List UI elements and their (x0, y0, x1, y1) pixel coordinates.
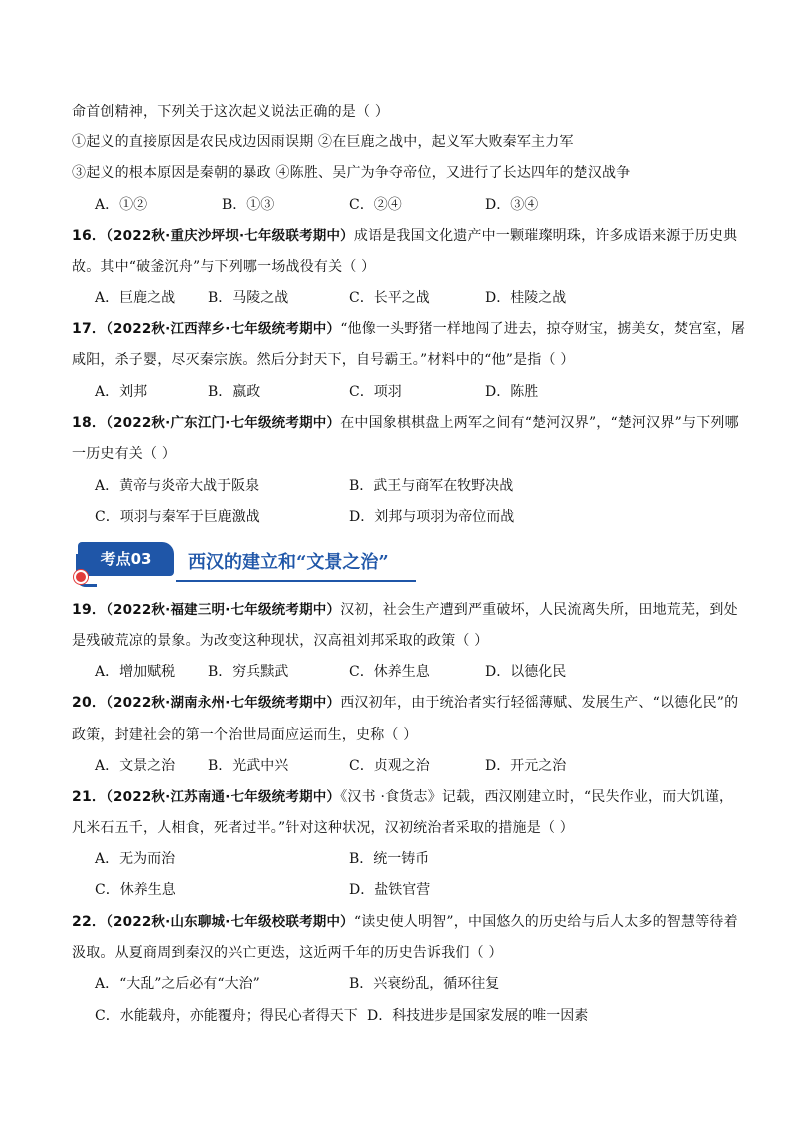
option-b: B．嬴政 (208, 384, 261, 400)
question-16 (72, 227, 737, 245)
option-c: C．项羽与秦军于巨鹿激战 (95, 509, 260, 525)
question-text: 凡米石五千，人相食，死者过半。”针对这种状况，汉初统治者采取的措施是（ ） (72, 820, 575, 836)
question-number: 19． (72, 602, 107, 618)
question-text: “读史使人明智”，中国悠久的历史给与后人太多的智慧等待着 (353, 914, 738, 930)
question-source: （2022秋·湖南永州·七年级统考期中） (106, 695, 341, 711)
option-a: A．“大乱”之后必有“大治” (95, 976, 260, 992)
question-source: （2022秋·重庆沙坪坝·七年级联考期中） (106, 228, 354, 244)
question-text: 政策，封建社会的第一个治世局面应运而生，史称（ ） (72, 727, 418, 743)
question-text: 是残破荒凉的景象。为改变这种现状，汉高祖刘邦采取的政策（ ） (72, 633, 489, 649)
option-b: B．穷兵黩武 (208, 664, 289, 680)
option-b: B．兴衰纷乱，循环往复 (349, 976, 500, 992)
option-d: D．以德化民 (485, 664, 567, 680)
section-header (76, 536, 416, 588)
option-c: C．项羽 (349, 384, 402, 400)
question-21 (72, 788, 733, 806)
option-a: A．增加赋税 (95, 664, 176, 680)
option-b: B．武王与商军在牧野决战 (349, 478, 514, 494)
option-d: D．③④ (485, 197, 539, 213)
statement-line: ③起义的根本原因是秦朝的暴政 ④陈胜、吴广为争夺帝位，又进行了长达四年的楚汉战争 (72, 165, 631, 181)
question-number: 21． (72, 789, 107, 805)
section-underline (176, 580, 416, 582)
question-17 (72, 320, 745, 338)
question-number: 18． (72, 415, 107, 431)
section-badge-label: 考点03 (100, 550, 152, 568)
question-text: 咸阳，杀子婴，尽灭秦宗族。然后分封天下，自号霸王。”材料中的“他”是指（ ） (72, 352, 575, 368)
option-c: C．休养生息 (95, 882, 176, 898)
question-text: 命首创精神，下列关于这次起义说法正确的是（ ） (72, 104, 390, 120)
option-a: A．刘邦 (95, 384, 148, 400)
option-a: A．文景之治 (95, 758, 176, 774)
section-badge (78, 542, 174, 576)
section-title: 西汉的建立和“文景之治” (188, 552, 389, 573)
question-number: 17． (72, 321, 107, 337)
question-source: （2022秋·江西萍乡·七年级统考期中） (106, 321, 341, 337)
option-d: D．科技进步是国家发展的唯一因素 (367, 1008, 589, 1024)
question-20 (72, 694, 738, 712)
option-a: A．①② (95, 197, 148, 213)
option-d: D．开元之治 (485, 758, 567, 774)
question-number: 20． (72, 695, 107, 711)
option-a: A．黄帝与炎帝大战于阪泉 (95, 478, 260, 494)
question-source: （2022秋·福建三明·七年级统考期中） (106, 602, 341, 618)
option-b: B．①③ (222, 197, 275, 213)
question-number: 16． (72, 228, 107, 244)
option-c: C．②④ (349, 197, 402, 213)
option-a: A．无为而治 (95, 851, 176, 867)
question-source: （2022秋·山东聊城·七年级校联考期中） (106, 914, 354, 930)
question-text: 在中国象棋棋盘上两军之间有“楚河汉界”，“楚河汉界”与下列哪 (340, 415, 739, 431)
question-22 (72, 913, 738, 931)
option-d: D．桂陵之战 (485, 290, 567, 306)
option-d: D．陈胜 (485, 384, 539, 400)
question-text: 故。其中“破釜沉舟”与下列哪一场战役有关（ ） (72, 259, 376, 275)
option-c: C．长平之战 (349, 290, 430, 306)
option-d: D．刘邦与项羽为帝位而战 (349, 509, 515, 525)
question-text: 汲取。从夏商周到秦汉的兴亡更迭，这近两千年的历史告诉我们（ ） (72, 945, 503, 961)
question-source: （2022秋·江苏南通·七年级统考期中） (106, 789, 341, 805)
question-19 (72, 601, 738, 619)
question-text: 西汉初年，由于统治者实行轻徭薄赋、发展生产、“以德化民”的 (340, 695, 739, 711)
option-a: A．巨鹿之战 (95, 290, 176, 306)
option-c: C．贞观之治 (349, 758, 430, 774)
badge-dot (74, 570, 88, 584)
question-text: 汉初，社会生产遭到严重破坏，人民流离失所，田地荒芜，到处 (340, 602, 738, 618)
option-b: B．统一铸币 (349, 851, 430, 867)
question-text: 一历史有关（ ） (72, 446, 177, 462)
option-b: B．光武中兴 (208, 758, 289, 774)
question-number: 22． (72, 914, 107, 930)
option-c: C．休养生息 (349, 664, 430, 680)
question-text: 成语是我国文化遗产中一颗璀璨明珠，许多成语来源于历史典 (353, 228, 738, 244)
question-18 (72, 414, 739, 432)
question-text: “他像一头野猪一样地闯了进去，掠夺财宝，掳美女，焚宫室，屠 (340, 321, 746, 337)
option-b: B．马陵之战 (208, 290, 289, 306)
question-text: 《汉书 ·食货志》记载，西汉刚建立时，“民失作业，而大饥谨， (340, 789, 734, 805)
statement-line: ①起义的直接原因是农民戍边因雨误期 ②在巨鹿之战中，起义军大败秦军主力军 (72, 134, 574, 150)
question-source: （2022秋·广东江门·七年级统考期中） (106, 415, 341, 431)
option-c: C．水能载舟，亦能覆舟；得民心者得天下 (95, 1008, 358, 1024)
option-d: D．盐铁官营 (349, 882, 431, 898)
